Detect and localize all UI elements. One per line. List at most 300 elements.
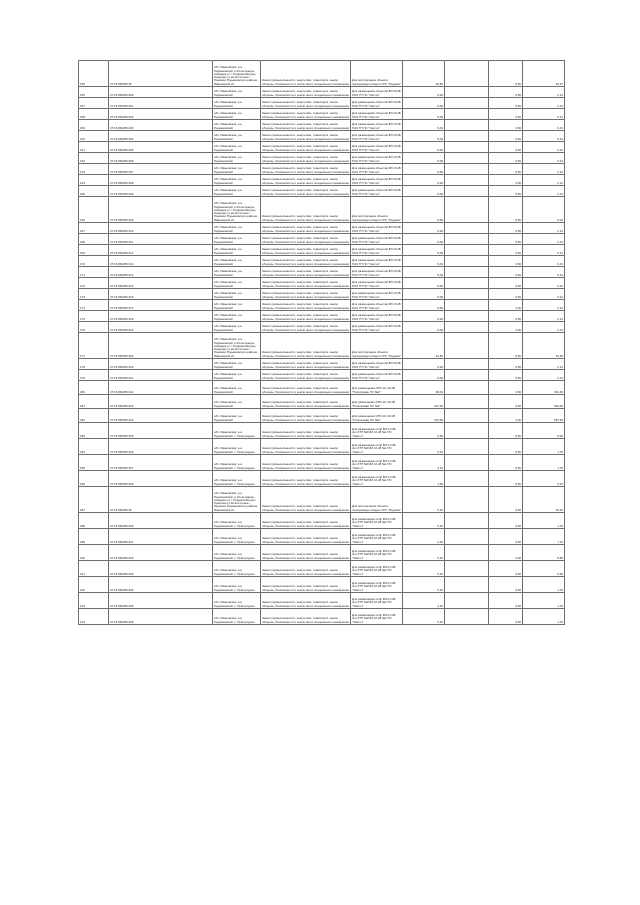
area-cell: 5,10 [403,577,445,593]
rate-cell: 0,50 [489,289,523,300]
permitted-use-cell: Для размещения опор ВЛ 0,4 кВ ф.1 КТП №6 ВЛ 10 кВ №1 ПС "Светоч" [351,609,403,625]
table-row [79,175,565,186]
land-parcels-table [78,60,565,625]
cadastral-number-cell: 37:16:050205:324 [109,409,213,423]
cadastral-number-cell: 37:16:050205:291 [109,98,213,109]
table-row [79,87,565,98]
area-cell: 4,10 [403,455,445,471]
area-cell: 6,00 [403,186,445,197]
permitted-use-cell: Для размещения опор ВЛ 0,4 кВ ф.1 КТП №6 ВЛ 10 кВ №1 ПС "Светоч" [351,513,403,529]
table-row [79,164,565,175]
cadastral-number-cell: 37:16:050205:296 [109,153,213,164]
area-cell: 2,00 [403,423,445,439]
empty-cell-cell [445,395,489,409]
row-number-cell: 182 [79,409,109,423]
permitted-use-cell: Для эксплуатации объекта газопровода отвода к ГРС "Родники" [351,61,403,87]
address-cell: обл. Ивановская, р-н Родниковский, с. Пригородное [213,609,261,625]
land-category-cell: Земли промышленности, энергетики, транспорта, земли обороны, безопасности и земли иного специального назначения [261,197,351,223]
address-cell: обл. Ивановская, р-н Родниковский [213,409,261,423]
permitted-use-cell: Для размещения объектов ВЛ 10 кВ ПАО ГП ПС "Светоч" [351,98,403,109]
value-cell: 5,00 [523,423,565,439]
row-number-cell: 183 [79,423,109,439]
empty-cell-cell [445,487,489,513]
cadastral-number-cell: 37:16:050205:318 [109,311,213,322]
value-cell: 1,75 [523,455,565,471]
rate-cell: 0,50 [489,153,523,164]
land-category-cell: Земли промышленности, энергетики, транспорта, земли обороны, безопасности и земли иного специального назначения [261,186,351,197]
area-cell: 5,10 [403,439,445,455]
empty-cell-cell [445,267,489,278]
rate-cell: 0,50 [489,359,523,370]
permitted-use-cell: Для размещения ОПС КС-10 кВ "Посёлкован ПС №2" [351,381,403,395]
empty-cell-cell [445,197,489,223]
land-parcels-sheet [78,60,564,625]
row-number-cell: 155 [79,87,109,98]
row-number-cell: 173 [79,289,109,300]
cadastral-number-cell: 37:16:050205:293 [109,120,213,131]
value-cell: 0,13 [523,256,565,267]
empty-cell-cell [445,593,489,609]
row-number-cell: 194 [79,609,109,625]
cadastral-number-cell: 37:16:050205:299 [109,186,213,197]
value-cell: 0,13 [523,131,565,142]
area-cell: 6,00 [403,267,445,278]
value-cell: 46,67 [523,61,565,87]
row-number-cell: 160 [79,131,109,142]
row-number-cell: 158 [79,109,109,120]
area-cell: 6,00 [403,120,445,131]
land-category-cell: Земли промышленности, энергетики, транспорта, земли обороны, безопасности и земли иного специального назначения [261,370,351,381]
rate-cell: 0,50 [489,529,523,545]
value-cell: 0,13 [523,300,565,311]
cadastral-number-cell: 37:16:050205:336 [109,609,213,625]
cadastral-number-cell: 37:16:050205:316 [109,289,213,300]
empty-cell-cell [445,256,489,267]
empty-cell-cell [445,322,489,333]
empty-cell-cell [445,609,489,625]
rate-cell: 0,50 [489,609,523,625]
cadastral-number-cell: 37:16:050205:295 [109,142,213,153]
value-cell: 1,75 [523,577,565,593]
value-cell: 0,13 [523,186,565,197]
empty-cell-cell [445,87,489,98]
cadastral-number-cell: 37:16:050205:327 [109,455,213,471]
table-row [79,359,565,370]
row-number-cell: 170 [79,256,109,267]
empty-cell-cell [445,471,489,487]
empty-cell-cell [445,455,489,471]
area-cell: 6,00 [403,109,445,120]
area-cell: 41,60 [403,333,445,359]
permitted-use-cell: Для размещения объектов ВЛ 10 кВ ПАО ГП ПС "Светоч" [351,153,403,164]
permitted-use-cell: Для эксплуатации объекта газопровода отвода к ГРС "Родники" [351,197,403,223]
value-cell: 0,12 [523,142,565,153]
address-cell: обл. Ивановская, р-н Родниковский [213,256,261,267]
value-cell: 0,13 [523,234,565,245]
row-number-cell: 181 [79,395,109,409]
value-cell: 5,15 [523,471,565,487]
land-category-cell: Земли промышленности, энергетики, транспорта, земли обороны, безопасности и земли иного специального назначения [261,164,351,175]
land-category-cell: Земли промышленности, энергетики, транспорта, земли обороны, безопасности и земли иного специального назначения [261,423,351,439]
area-cell: 6,00 [403,370,445,381]
cadastral-number-cell: 37:16:050205:335 [109,593,213,609]
land-category-cell: Земли промышленности, энергетики, транспорта, земли обороны, безопасности и земли иного специального назначения [261,311,351,322]
cadastral-number-cell: 37:16:050205:310 [109,223,213,234]
value-cell: 1,75 [523,439,565,455]
table-row [79,109,565,120]
land-category-cell: Земли промышленности, энергетики, транспорта, земли обороны, безопасности и земли иного специального назначения [261,561,351,577]
value-cell: 0,13 [523,267,565,278]
rate-cell: 0,50 [489,278,523,289]
rate-cell: 0,50 [489,577,523,593]
empty-cell-cell [445,289,489,300]
row-number-cell: 192 [79,577,109,593]
table-row [79,278,565,289]
land-category-cell: Земли промышленности, энергетики, транспорта, земли обороны, безопасности и земли иного специального назначения [261,289,351,300]
land-category-cell: Земли промышленности, энергетики, транспорта, земли обороны, безопасности и земли иного специального назначения [261,593,351,609]
table-row [79,370,565,381]
row-number-cell: 179 [79,370,109,381]
address-cell: обл. Ивановская, р-н Родниковский [213,322,261,333]
empty-cell-cell [445,223,489,234]
value-cell: 0,12 [523,289,565,300]
row-number-cell: 193 [79,593,109,609]
land-category-cell: Земли промышленности, энергетики, транспорта, земли обороны, безопасности и земли иного специального назначения [261,471,351,487]
table-row [79,561,565,577]
cadastral-number-cell: 37:16:050205:319 [109,322,213,333]
value-cell: 6,96 [523,561,565,577]
area-cell: 5,10 [403,561,445,577]
row-number-cell: 191 [79,561,109,577]
rate-cell: 2,00 [489,175,523,186]
land-category-cell: Земли промышленности, энергетики, транспорта, земли обороны, безопасности и земли иного специального назначения [261,175,351,186]
area-cell: 6,00 [403,256,445,267]
permitted-use-cell: Для размещения объектов ВЛ 10 кВ ПАО ГП ПС "Светоч" [351,186,403,197]
area-cell: 6,00 [403,223,445,234]
permitted-use-cell: Для размещения объектов ВЛ 10 кВ ПАО ГП ПС "Светоч" [351,322,403,333]
cadastral-number-cell: 37:16:050205:326 [109,439,213,455]
permitted-use-cell: Для размещения объектов ВЛ 10 кВ ПАО ГП ПС "Светоч" [351,142,403,153]
area-cell: 6,00 [403,142,445,153]
row-number-cell: 178 [79,359,109,370]
table-row [79,487,565,513]
row-number-cell: ​155 [79,61,109,87]
rate-cell: 0,50 [489,423,523,439]
permitted-use-cell: Для размещения опор ВЛ 0,4 кВ ф.1 КТП №6 ВЛ 10 кВ №1 ПС "Светоч" [351,439,403,455]
address-cell: обл. Ивановская, р-н Родниковский [213,223,261,234]
rate-cell: 0,50 [489,245,523,256]
value-cell: 0,13 [523,164,565,175]
cadastral-number-cell: 37:16:050205:313 [109,256,213,267]
permitted-use-cell: Для размещения объектов ВЛ 10 кВ ПАО ГП ПС "Светоч" [351,359,403,370]
row-number-cell: 174 [79,300,109,311]
table-row [79,513,565,529]
table-row [79,120,565,131]
empty-cell-cell [445,529,489,545]
empty-cell-cell [445,577,489,593]
cadastral-number-cell: 37:16:050205:297 [109,164,213,175]
table-row [79,142,565,153]
table-row [79,153,565,164]
empty-cell-cell [445,186,489,197]
rate-cell: 0,50 [489,197,523,223]
row-number-cell: 163 [79,164,109,175]
empty-cell-cell [445,142,489,153]
rate-cell: 0,50 [489,513,523,529]
permitted-use-cell: Для размещения объектов ВЛ 10 кВ ПАО ГП ПС "Светоч" [351,256,403,267]
table-row [79,186,565,197]
rate-cell: 0,50 [489,370,523,381]
empty-cell-cell [445,423,489,439]
area-cell: 5,10 [403,609,445,625]
address-cell: обл. Ивановская, р-н Родниковский [213,267,261,278]
table-row [79,61,565,87]
address-cell: обл. Ивановская, р-н Родниковский, в 10 км северо-западнее от г. Родники-Филуно Куворово (1 км восточнее г. Родники) Родниковского района Ивановской об. [213,487,261,513]
rate-cell: 0,50 [489,487,523,513]
table-row [79,223,565,234]
rate-cell: 0,50 [489,333,523,359]
row-number-cell: 167 [79,223,109,234]
row-number-cell: 171 [79,267,109,278]
address-cell: обл. Ивановская, р-н Родниковский, с. Пригородное [213,545,261,561]
empty-cell-cell [445,381,489,395]
land-category-cell: Земли промышленности, энергетики, транспорта, земли обороны, безопасности и земли иного специального назначения [261,455,351,471]
rate-cell: 0,50 [489,109,523,120]
table-row [79,455,565,471]
value-cell: 0,13 [523,370,565,381]
row-number-cell: 157 [79,98,109,109]
row-number-cell: 175 [79,311,109,322]
cadastral-number-cell: 37:16:050205:332 [109,545,213,561]
land-category-cell: Земли промышленности, энергетики, транспорта, земли обороны, безопасности и земли иного специального назначения [261,256,351,267]
row-number-cell: 185 [79,455,109,471]
value-cell: 1,75 [523,593,565,609]
table-row [79,131,565,142]
row-number-cell: 172 [79,278,109,289]
cadastral-number-cell: 37:16:050205:323 [109,395,213,409]
cadastral-number-cell: 37:16:050205:331 [109,529,213,545]
cadastral-number-cell: 37:16:050205:311 [109,234,213,245]
area-cell: 6,00 [403,131,445,142]
address-cell: обл. Ивановская, р-н Родниковский [213,131,261,142]
permitted-use-cell: Для эксплуатации объекта газопровода отвода к ГРС "Родники" [351,487,403,513]
address-cell: обл. Ивановская, р-н Родниковский, с. Пригородное [213,561,261,577]
land-category-cell: Земли промышленности, энергетики, транспорта, земли обороны, безопасности и земли иного специального назначения [261,529,351,545]
empty-cell-cell [445,311,489,322]
permitted-use-cell: Для размещения ОПС КС-10 кВ "Посёлкован ПС №2" [351,395,403,409]
empty-cell-cell [445,439,489,455]
land-category-cell: Земли промышленности, энергетики, транспорта, земли обороны, безопасности и земли иного специального назначения [261,234,351,245]
value-cell: 0,13 [523,109,565,120]
area-cell: 6,00 [403,278,445,289]
value-cell: 0,12 [523,175,565,186]
land-category-cell: Земли промышленности, энергетики, транспорта, земли обороны, безопасности и земли иного специального назначения [261,87,351,98]
land-category-cell: Земли промышленности, энергетики, транспорта, земли обороны, безопасности и земли иного специального назначения [261,381,351,395]
table-row [79,381,565,395]
table-row [79,267,565,278]
row-number-cell: 161 [79,142,109,153]
empty-cell-cell [445,278,489,289]
land-category-cell: Земли промышленности, энергетики, транспорта, земли обороны, безопасности и земли иного специального назначения [261,395,351,409]
value-cell: 12,51 [523,487,565,513]
value-cell: 0,13 [523,311,565,322]
empty-cell-cell [445,153,489,164]
address-cell: обл. Ивановская, р-н Родниковский, с. Пригородное [213,455,261,471]
rate-cell: 0,50 [489,593,523,609]
empty-cell-cell [445,175,489,186]
row-number-cell: 190 [79,545,109,561]
land-category-cell: Земли промышленности, энергетики, транспорта, земли обороны, безопасности и земли иного специального назначения [261,223,351,234]
row-number-cell: 177 [79,333,109,359]
area-cell: 1,00 [403,471,445,487]
table-row [79,439,565,455]
permitted-use-cell: Для размещения опор ВЛ 0,4 кВ ф.1 КТП №6 ВЛ 10 кВ №1 ПС "Светоч" [351,593,403,609]
row-number-cell: 189 [79,529,109,545]
land-category-cell: Земли промышленности, энергетики, транспорта, земли обороны, безопасности и земли иного специального назначения [261,267,351,278]
rate-cell: 0,50 [489,395,523,409]
address-cell: обл. Ивановская, р-н Родниковский, с. Пригородное [213,471,261,487]
value-cell: 7,13 [523,529,565,545]
table-row [79,529,565,545]
permitted-use-cell: Для размещения опор ВЛ 0,4 кВ ф.1 КТП №6 ВЛ 10 кВ №1 ПС "Светоч" [351,529,403,545]
row-number-cell: 164 [79,175,109,186]
empty-cell-cell [445,300,489,311]
empty-cell-cell [445,131,489,142]
address-cell: обл. Ивановская, р-н Родниковский [213,245,261,256]
land-category-cell: Земли промышленности, энергетики, транспорта, земли обороны, безопасности и земли иного специального назначения [261,487,351,513]
rate-cell: 2,00 [489,300,523,311]
table-row [79,289,565,300]
permitted-use-cell: Для размещения объектов ВЛ 10 кВ ПАО ГП ПС "Светоч" [351,131,403,142]
rate-cell: 0,50 [489,471,523,487]
address-cell: обл. Ивановская, р-н Родниковский [213,278,261,289]
empty-cell-cell [445,333,489,359]
table-row [79,333,565,359]
land-category-cell: Земли промышленности, энергетики, транспорта, земли обороны, безопасности и земли иного специального назначения [261,513,351,529]
row-number-cell: 169 [79,245,109,256]
address-cell: обл. Ивановская, р-н Родниковский, с. Пригородное [213,529,261,545]
cadastral-number-cell: 37:16:050205:292 [109,109,213,120]
value-cell: 261,66 [523,381,565,395]
permitted-use-cell: Для размещения опор ВЛ 0,4 кВ ф.1 КТП №6 ВЛ 10 кВ №1 ПС "Светоч" [351,561,403,577]
land-category-cell: Земли промышленности, энергетики, транспорта, земли обороны, безопасности и земли иного специального назначения [261,300,351,311]
rate-cell: 0,50 [489,98,523,109]
address-cell: обл. Ивановская, р-н Родниковский [213,395,261,409]
rate-cell: 0,50 [489,142,523,153]
empty-cell-cell [445,61,489,87]
row-number-cell: 159 [79,120,109,131]
value-cell: 0,13 [523,87,565,98]
area-cell: 6,00 [403,87,445,98]
area-cell: 26,60 [403,61,445,87]
land-category-cell: Земли промышленности, энергетики, транспорта, земли обороны, безопасности и земли иного специального назначения [261,545,351,561]
empty-cell-cell [445,120,489,131]
permitted-use-cell: Для размещения опор ВЛ 0,4 кВ ф.1 КТП №6 ВЛ 10 кВ №1 ПС "Светоч" [351,545,403,561]
cadastral-number-cell: 37:16:050205:321 [109,370,213,381]
rate-cell: 0,50 [489,164,523,175]
area-cell: 6,00 [403,175,445,186]
area-cell: 6,00 [403,153,445,164]
permitted-use-cell: Для размещения опор ВЛ 0,4 кВ ф.1 КТП №6 ВЛ 10 кВ №1 ПС "Светоч" [351,471,403,487]
cadastral-number-cell: 37:16:050205:314 [109,267,213,278]
permitted-use-cell: Для размещения объектов ВЛ 10 кВ ПАО ГП ПС "Светоч" [351,109,403,120]
table-row [79,409,565,423]
permitted-use-cell: Для размещения объектов ВЛ 10 кВ ПАО ГП ПС "Светоч" [351,370,403,381]
land-category-cell: Земли промышленности, энергетики, транспорта, земли обороны, безопасности и земли иного специального назначения [261,577,351,593]
empty-cell-cell [445,370,489,381]
table-row [79,256,565,267]
rate-cell: 0,50 [489,234,523,245]
row-number-cell: 188 [79,513,109,529]
empty-cell-cell [445,561,489,577]
rate-cell: 0,50 [489,61,523,87]
address-cell: обл. Ивановская, р-н Родниковский, с. Пригородное [213,439,261,455]
cadastral-number-cell: 37:16:050205:333 [109,561,213,577]
address-cell: обл. Ивановская, р-н Родниковский [213,370,261,381]
address-cell: обл. Ивановская, р-н Родниковский [213,120,261,131]
cadastral-number-cell: 37:16:050205:365 [109,87,213,98]
permitted-use-cell: Для размещения опор ВЛ 0,4 кВ ф.1 КТП №6 ВЛ 10 кВ №1 ПС "Светоч" [351,455,403,471]
address-cell: обл. Ивановская, р-н Родниковский, в 10 км северо-западнее от г. Родники-Филуно Куворово (1 км восточнее г. Родники) Родниковского района Ивановской об. [213,333,261,359]
permitted-use-cell: Для эксплуатации объекта газопровода отвода к ГРС "Родники" [351,333,403,359]
permitted-use-cell: Для размещения опор ВЛ 0,4 кВ ф.1 КТП №6 ВЛ 10 кВ №1 ПС "Светоч" [351,577,403,593]
cadastral-number-cell: 37:16:050205:317 [109,300,213,311]
area-cell: 6,00 [403,322,445,333]
rate-cell: 0,50 [489,131,523,142]
land-category-cell: Земли промышленности, энергетики, транспорта, земли обороны, безопасности и земли иного специального назначения [261,609,351,625]
rate-cell: 0,50 [489,186,523,197]
permitted-use-cell: Для размещения объектов ВЛ 10 кВ ПАО ГП ПС "Светоч" [351,87,403,98]
address-cell: обл. Ивановская, р-н Родниковский [213,175,261,186]
value-cell: 0,13 [523,153,565,164]
land-category-cell: Земли промышленности, энергетики, транспорта, земли обороны, безопасности и земли иного специального назначения [261,245,351,256]
empty-cell-cell [445,359,489,370]
address-cell: обл. Ивановская, р-н Родниковский [213,359,261,370]
land-category-cell: Земли промышленности, энергетики, транспорта, земли обороны, безопасности и земли иного специального назначения [261,142,351,153]
area-cell: 4,10 [403,593,445,609]
value-cell: 1,75 [523,609,565,625]
permitted-use-cell: Для размещения объектов ВЛ 10 кВ ПАО ГП ПС "Светоч" [351,267,403,278]
area-cell: 6,00 [403,359,445,370]
value-cell: 590,00 [523,395,565,409]
address-cell: обл. Ивановская, р-н Родниковский [213,186,261,197]
row-number-cell: 184 [79,439,109,455]
value-cell: 0,13 [523,120,565,131]
area-cell: 5,10 [403,545,445,561]
empty-cell-cell [445,409,489,423]
table-row [79,234,565,245]
area-cell: 6,00 [403,164,445,175]
cadastral-number-cell: 37:16:050205:328 [109,471,213,487]
land-category-cell: Земли промышленности, энергетики, транспорта, земли обороны, безопасности и земли иного специального назначения [261,61,351,87]
land-category-cell: Земли промышленности, энергетики, транспорта, земли обороны, безопасности и земли иного специального назначения [261,109,351,120]
land-category-cell: Земли промышленности, энергетики, транспорта, земли обороны, безопасности и земли иного специального назначения [261,409,351,423]
table-row [79,395,565,409]
empty-cell-cell [445,545,489,561]
address-cell: обл. Ивановская, р-н Родниковский, в 10 км северо-западнее от г. Родники-Филуно Куворово (1 км восточнее г. Родники) Родниковского района Ивановской об. [213,197,261,223]
rate-cell: 0,50 [489,561,523,577]
area-cell: 6,00 [403,300,445,311]
table-row [79,609,565,625]
row-number-cell: 186 [79,471,109,487]
land-category-cell: Земли промышленности, энергетики, транспорта, земли обороны, безопасности и земли иного специального назначения [261,359,351,370]
area-cell: 5,10 [403,513,445,529]
area-cell: 6,00 [403,234,445,245]
area-cell: 2,00 [403,529,445,545]
rate-cell: 0,50 [489,87,523,98]
table-row [79,245,565,256]
permitted-use-cell: Для размещения объектов ВЛ 10 кВ ПАО ГП ПС "Светоч" [351,245,403,256]
